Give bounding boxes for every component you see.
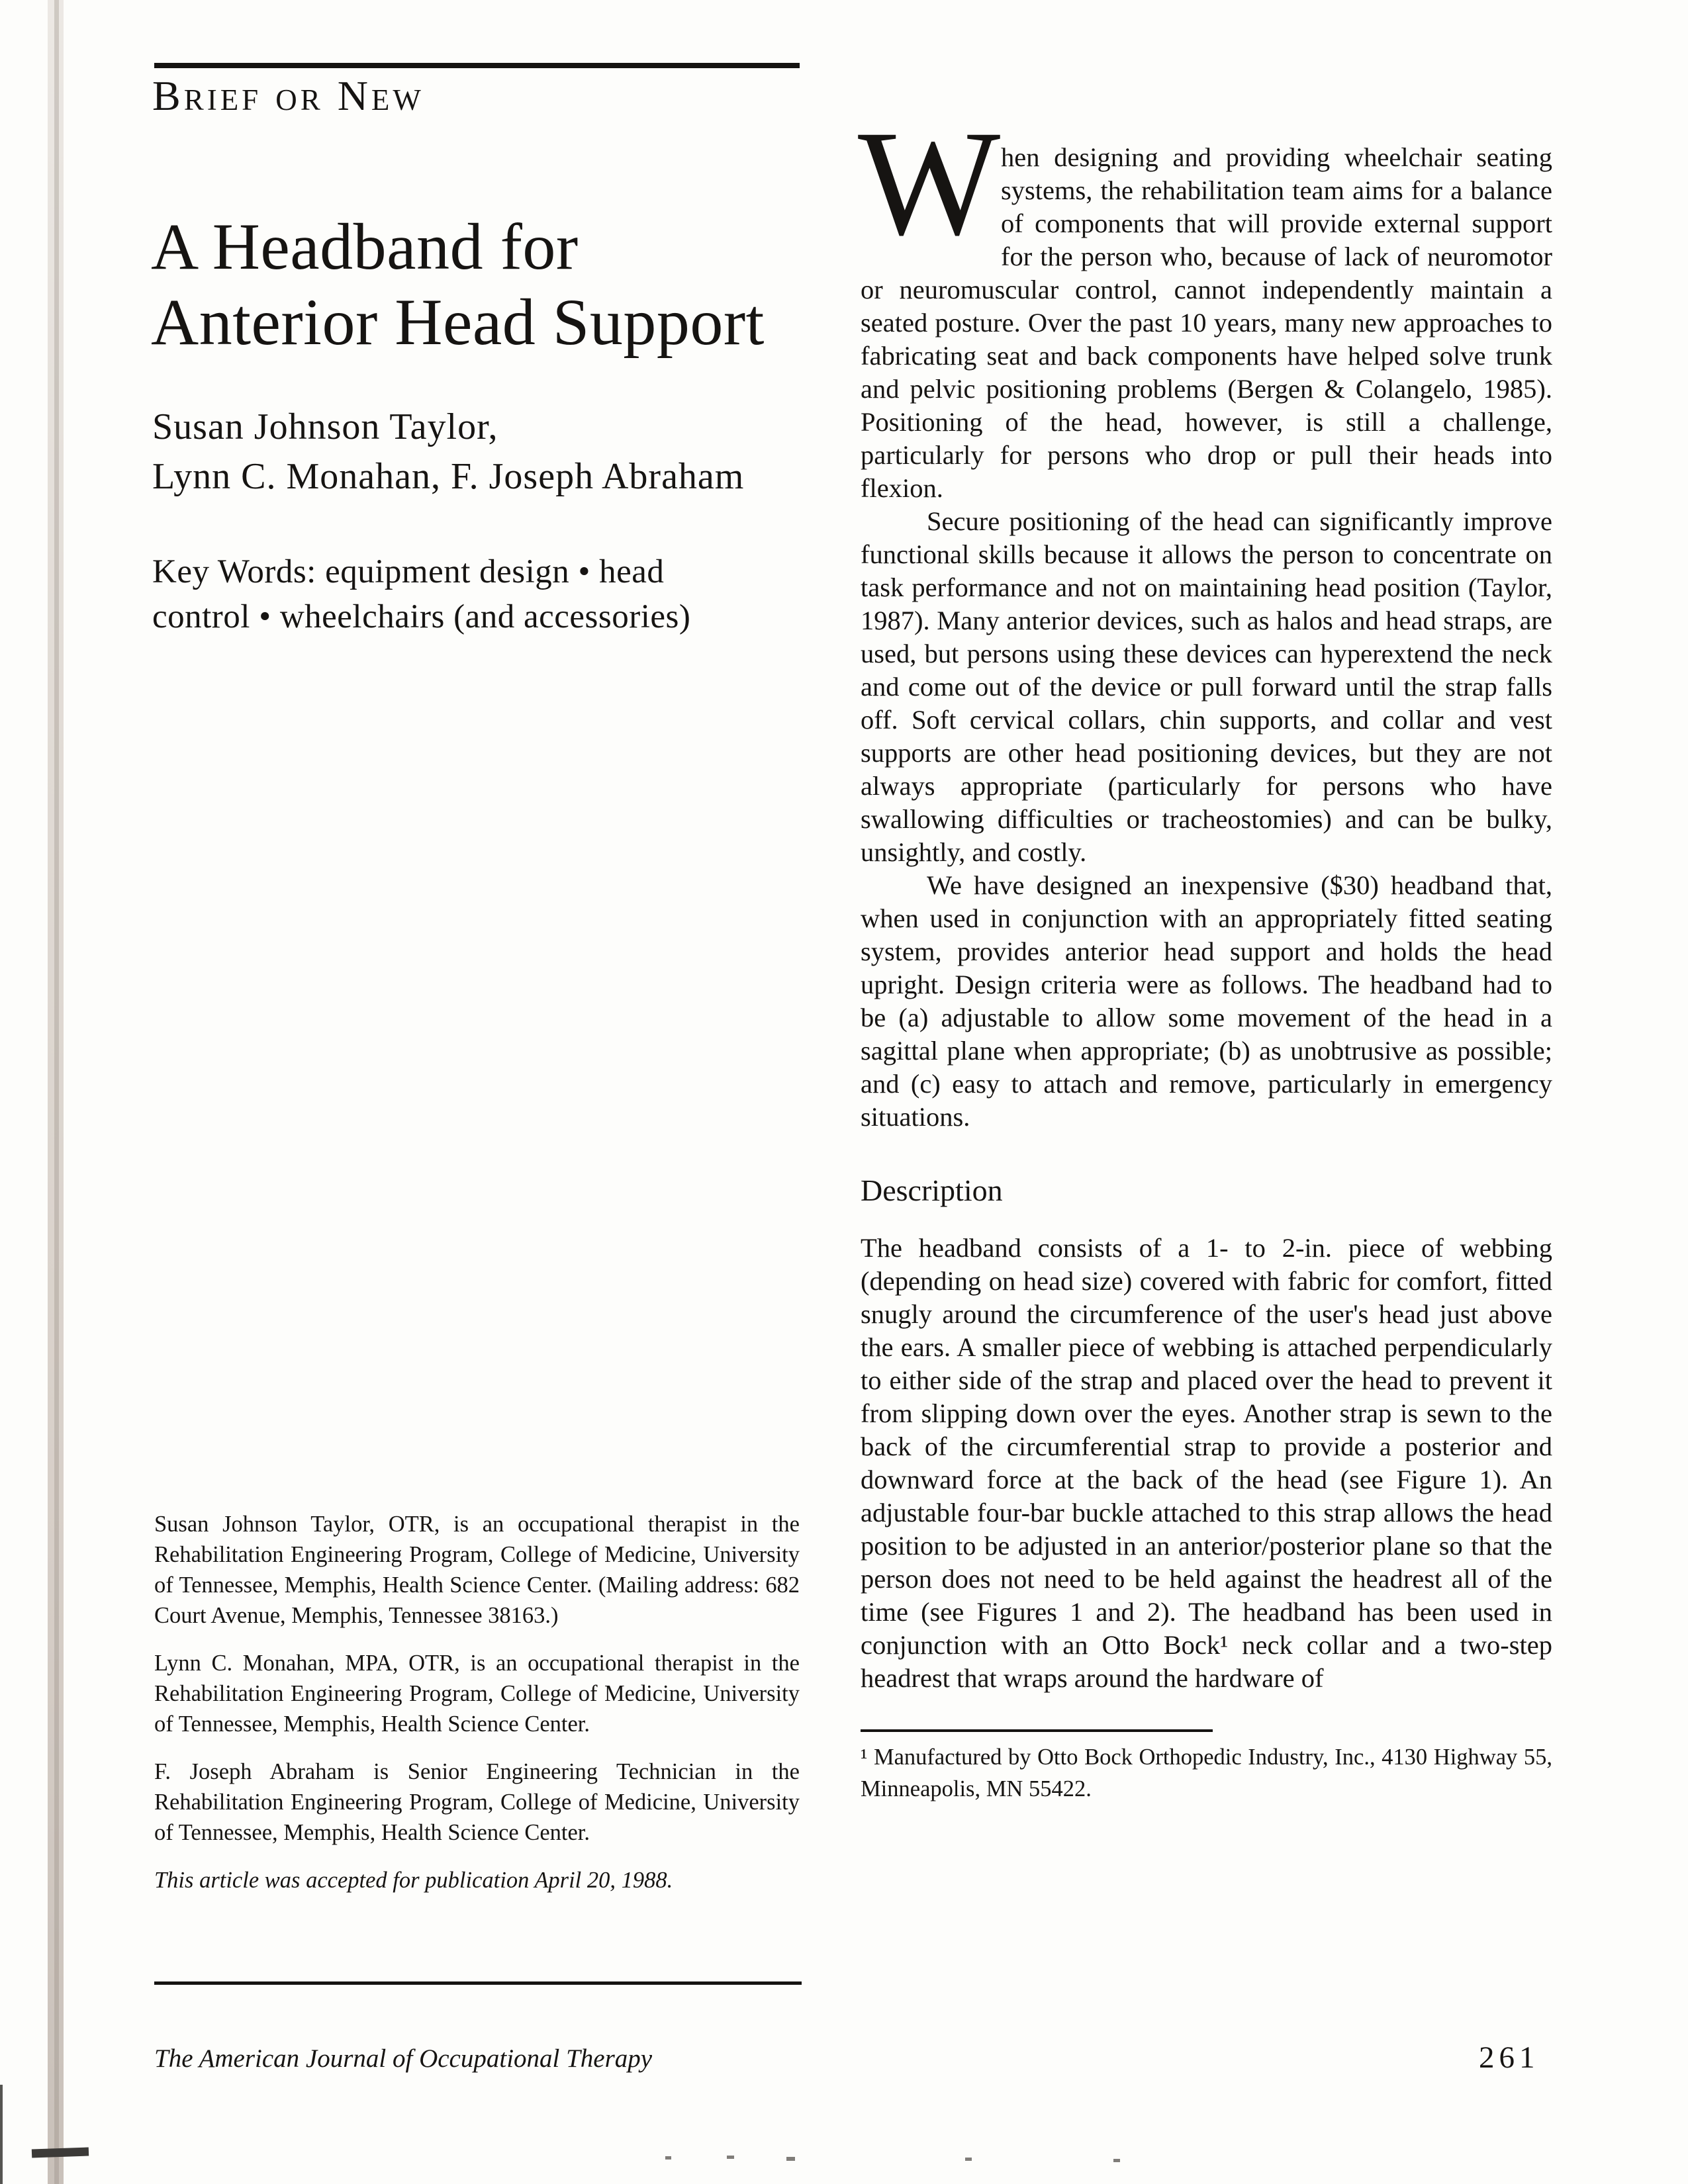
author-list	[152, 402, 744, 502]
author-line1: Susan Johnson Taylor,	[152, 406, 498, 447]
affiliation-monahan: Lynn C. Monahan, MPA, OTR, is an occupational therapist in the Rehabilitation Engineering Program, College of Medicine, University of Tennessee, Memphis, Health Science Center.	[154, 1651, 800, 1737]
drop-cap-letter: W	[858, 100, 1001, 267]
journal-title-footer: The American Journal of Occupational Therapy	[154, 2044, 653, 2073]
footnote-rule	[861, 1729, 1213, 1732]
section-rule	[154, 63, 800, 68]
footnote: ¹ Manufactured by Otto Bock Orthopedic Industry, Inc., 4130 Highway 55, Minneapolis, MN 55422.	[861, 1745, 1552, 1801]
page-number: 261	[1479, 2040, 1540, 2075]
affiliation-taylor: Susan Johnson Taylor, OTR, is an occupational therapist in the Rehabilitation Engineering Program, College of Medicine, University of Tennessee, Memphis, Health Science Center. (Mailing address: 682 Court Avenue, Memphis, Tennessee 38163.)	[154, 1512, 800, 1628]
keywords: Key Words: equipment design • head control • wheelchairs (and accessories)	[152, 553, 691, 635]
scan-edge-line	[0, 2085, 3, 2184]
scan-speck	[727, 2156, 734, 2159]
scan-speck	[1113, 2159, 1120, 2162]
scan-speck	[965, 2158, 972, 2161]
paragraph-design-criteria: We have designed an inexpensive ($30) headband that, when used in conjunction with an appropriately fitted seating system, provides anterior head support and holds the head upright. Design criteria were as follows. The headband had to be (a) adjustable to allow some movement of the head in a sagittal plane when appropriate; (b) as unobtrusive as possible; and (c) easy to attach and remove, particularly in emergency situations.	[861, 870, 1552, 1132]
affiliation-abraham: F. Joseph Abraham is Senior Engineering Technician in the Rehabilitation Engineering Program, College of Medicine, University of Tennessee, Memphis, Health Science Center.	[154, 1759, 800, 1845]
paragraph-secure-positioning: Secure positioning of the head can significantly improve functional skills because it allows the person to concentrate on task performance and not on maintaining head position (Taylor, 1987). Many anterior devices, such as halos and head straps, are used, but persons using these devices can hyperextend the neck and come out of the device or pull forward until the strap falls off. Soft cervical collars, chin supports, and collar and vest supports are other head positioning devices, but they are not always appropriate (particularly for persons who have swallowing difficulties or tracheostomies) and can be bulky, unsightly, and costly.	[861, 506, 1552, 867]
accepted-note: This article was accepted for publication April 20, 1988.	[154, 1868, 673, 1893]
section-label: Brief or New	[152, 72, 424, 119]
description-paragraph: The headband consists of a 1- to 2-in. piece of webbing (depending on head size) covered with fabric for comfort, fitted snugly around the circumference of the user's head just above the ears. A smaller piece of webbing is attached perpendicularly to either side of the strap and placed over the head to prevent it from slipping down over the eyes. Another strap is sewn to the back of the circumferential strap to provide a posterior and downward force at the back of the head (see Figure 1). An adjustable four-bar buckle attached to this strap allows the head position to be adjusted in an anterior/posterior plane so that the person does not need to be held against the headrest all of the time (see Figures 1 and 2). The headband has been used in conjunction with an Otto Bock¹ neck collar and a two-step headrest that wraps around the hardware of	[861, 1233, 1552, 1693]
scan-spine-line	[54, 0, 59, 2184]
drop-cap	[858, 100, 1001, 267]
scan-mark	[32, 2148, 89, 2158]
description-heading: Description	[861, 1173, 1003, 1207]
scan-speck	[665, 2156, 671, 2160]
body-column	[858, 100, 1552, 1805]
affiliations-block	[154, 1509, 800, 1895]
opening-paragraph-text: hen designing and providing wheelchair seating systems, the rehabilitation team aims for a balance of components that will provide external support for the person who, because of lack of neuromotor or neuromuscular control, cannot independently maintain a seated posture. Over the past 10 years, many new approaches to fabricating seat and back components have helped solve trunk and pelvic positioning problems (Bergen & Colangelo, 1985). Positioning of the head, however, is still a challenge, particularly for persons who drop or pull their heads into flexion.	[861, 142, 1552, 503]
scan-speck	[786, 2157, 795, 2161]
opening-paragraph	[858, 100, 1552, 505]
article-title-line2: Anterior Head Support	[151, 285, 765, 359]
author-line2: Lynn C. Monahan, F. Joseph Abraham	[152, 456, 745, 497]
article-title-line1: A Headband for	[151, 210, 579, 283]
article-title	[151, 209, 765, 360]
left-column-bottom-rule	[154, 1981, 802, 1985]
